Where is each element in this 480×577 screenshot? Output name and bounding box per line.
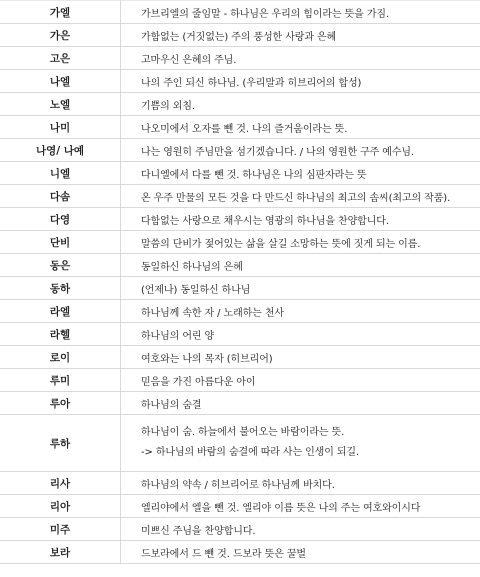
name-cell: 라엘 — [0, 300, 121, 323]
table-row — [0, 231, 480, 254]
name-cell: 루아 — [0, 392, 121, 415]
meaning-line: 하나님이 숨. 하늘에서 불어오는 바람이라는 뜻. — [141, 427, 345, 438]
meaning-cell: 믿음을 가진 아름다운 아이 — [121, 369, 480, 392]
name-cell: 동은 — [0, 254, 121, 277]
table-row — [0, 116, 480, 139]
name-cell: 단비 — [0, 231, 121, 254]
meaning-cell: 가함없는 (거짓없는) 주의 풍성한 사랑과 은혜 — [121, 24, 480, 47]
name-cell: 라헬 — [0, 323, 121, 346]
table-row — [0, 277, 480, 300]
name-cell: 루미 — [0, 369, 121, 392]
meaning-cell: 말씀의 단비가 젖어있는 삶을 살길 소망하는 뜻에 짓게 되는 이름. — [121, 231, 480, 254]
name-cell: 가은 — [0, 24, 121, 47]
name-cell: 가엘 — [0, 1, 121, 24]
table-row — [0, 70, 480, 93]
table-row — [0, 392, 480, 415]
meaning-line: -> 하나님의 바람의 숨결에 따라 사는 인생이 되길. — [141, 447, 360, 458]
meaning-cell: 엘리야에서 엘을 뺀 것. 엘리야 이름 뜻은 나의 주는 여호와이시다 — [121, 495, 480, 518]
meaning-cell: 드보라에서 드 뺀 것. 드보라 뜻은 꿀벌 — [121, 541, 480, 564]
name-cell: 다솜 — [0, 185, 121, 208]
table-row — [0, 93, 480, 116]
meaning-cell: 나의 주인 되신 하나님. (우리말과 히브리어의 합성) — [121, 70, 480, 93]
table-row — [0, 541, 480, 564]
table-row — [0, 162, 480, 185]
name-cell: 보라 — [0, 541, 121, 564]
meaning-cell: 온 우주 만물의 모든 것을 다 만드신 하나님의 최고의 솜씨(최고의 작품). — [121, 185, 480, 208]
meaning-cell: 여호와는 나의 목자 (히브리어) — [121, 346, 480, 369]
table-row — [0, 208, 480, 231]
table-row — [0, 139, 480, 162]
table-row — [0, 495, 480, 518]
meaning-cell: 하나님께 속한 자 / 노래하는 천사 — [121, 300, 480, 323]
meaning-cell: 하나님의 숨결 — [121, 392, 480, 415]
meaning-cell: (언제나) 동일하신 하나님 — [121, 277, 480, 300]
meaning-cell: 하나님의 어린 양 — [121, 323, 480, 346]
meaning-cell: 미쁘신 주님을 찬양합니다. — [121, 518, 480, 541]
meaning-cell: 가브리엘의 줄임말 - 하나님은 우리의 힘이라는 뜻을 가짐. — [121, 1, 480, 24]
name-cell: 동하 — [0, 277, 121, 300]
name-cell: 나영/ 나예 — [0, 139, 121, 162]
name-cell: 미주 — [0, 518, 121, 541]
meaning-cell: 나는 영원히 주님만을 섬기겠습니다. / 나의 영원한 구주 예수님. — [121, 139, 480, 162]
name-cell: 나미 — [0, 116, 121, 139]
table-row — [0, 346, 480, 369]
name-cell: 로이 — [0, 346, 121, 369]
table-row — [0, 369, 480, 392]
name-cell: 고은 — [0, 47, 121, 70]
name-cell: 니엘 — [0, 162, 121, 185]
table-row — [0, 300, 480, 323]
table-row — [0, 1, 480, 24]
meaning-cell: 다함없는 사랑으로 채우시는 영광의 하나님을 찬양합니다. — [121, 208, 480, 231]
meaning-cell: 기쁨의 외침. — [121, 93, 480, 116]
meaning-cell: 동일하신 하나님의 은혜 — [121, 254, 480, 277]
table-row — [0, 254, 480, 277]
table-row — [0, 472, 480, 495]
name-cell: 루하 — [0, 415, 121, 472]
name-cell: 나엘 — [0, 70, 121, 93]
table-row — [0, 47, 480, 70]
table-row — [0, 24, 480, 47]
meaning-cell: 나오미에서 오자를 뺀 것. 나의 즐거움이라는 뜻. — [121, 116, 480, 139]
meaning-cell: 고마우신 은혜의 주님. — [121, 47, 480, 70]
table-row — [0, 518, 480, 541]
table-row — [0, 323, 480, 346]
name-cell: 리아 — [0, 495, 121, 518]
name-cell: 다영 — [0, 208, 121, 231]
meaning-cell: 하나님의 약속 / 히브리어로 하나님께 바치다. — [121, 472, 480, 495]
name-cell: 리사 — [0, 472, 121, 495]
table-body — [0, 1, 480, 564]
table-row — [0, 185, 480, 208]
meaning-cell: 다니엘에서 다를 뺀 것. 하나님은 나의 심판자라는 뜻 — [121, 162, 480, 185]
meaning-cell — [121, 415, 480, 472]
table-row — [0, 415, 480, 472]
name-cell: 노엘 — [0, 93, 121, 116]
